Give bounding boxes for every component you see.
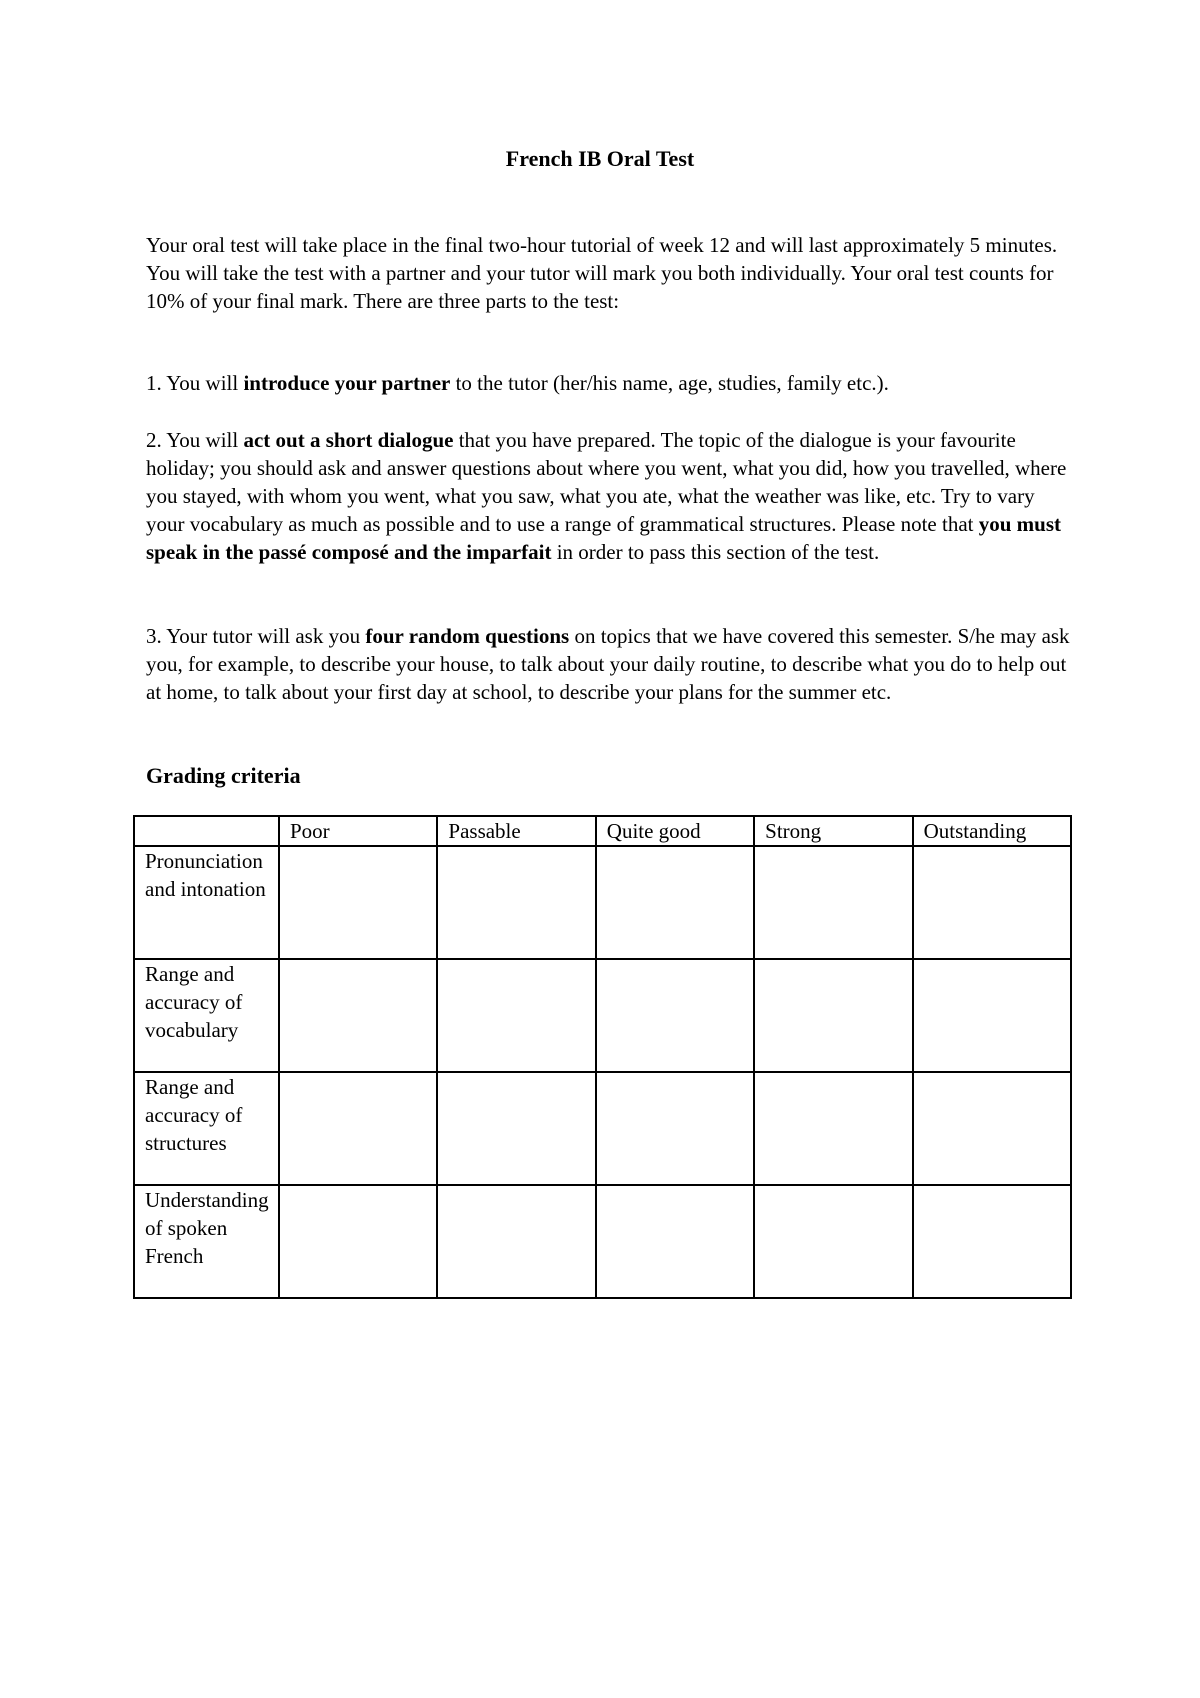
part-2-middle: that you have prepared. The topic of the dialogue is your favourite holiday; you should ask and answer questions about where you went, what you did, how you travelled, where you stayed, with whom you went, what you saw, what you ate, what the weather was like, etc. Try to vary your vocabulary as much as possible and to use a range of grammatical structures. Please note that bbox=[146, 428, 1067, 536]
table-header-cell bbox=[134, 816, 279, 846]
grading-table bbox=[133, 815, 1072, 1299]
intro-paragraph: Your oral test will take place in the final two-hour tutorial of week 12 and will last approximately 5 minutes. You will take the test with a partner and your tutor will mark you both individually. Your oral test counts for 10% of your final mark. There are three parts to the test: bbox=[146, 233, 1058, 313]
table-header-row bbox=[134, 816, 1071, 846]
part-2-paragraph bbox=[146, 426, 1071, 566]
grading-criteria-heading: Grading criteria bbox=[146, 763, 301, 788]
grade-cell bbox=[596, 1185, 754, 1298]
table-header-cell: Outstanding bbox=[913, 816, 1071, 846]
part-3-paragraph bbox=[146, 622, 1071, 706]
criterion-label: Understanding of spoken French bbox=[134, 1185, 279, 1298]
table-header-cell: Quite good bbox=[596, 816, 754, 846]
part-2-suffix: in order to pass this section of the test. bbox=[551, 540, 880, 564]
criterion-label: Pronunciation and intonation bbox=[134, 846, 279, 959]
grade-cell bbox=[913, 959, 1071, 1072]
grade-cell bbox=[913, 1185, 1071, 1298]
part-1-paragraph bbox=[146, 369, 1071, 397]
part-1-prefix: 1. You will bbox=[146, 371, 244, 395]
grade-cell bbox=[596, 1072, 754, 1185]
part-2-emphasis-tenses: you must speak in the passé composé and the imparfait bbox=[146, 512, 1062, 564]
grade-cell bbox=[913, 846, 1071, 959]
table-row bbox=[134, 1185, 1071, 1298]
criterion-label: Range and accuracy of structures bbox=[134, 1072, 279, 1185]
criterion-label: Range and accuracy of vocabulary bbox=[134, 959, 279, 1072]
table-row bbox=[134, 959, 1071, 1072]
grade-cell bbox=[437, 846, 595, 959]
grade-cell bbox=[754, 1185, 912, 1298]
part-3-prefix: 3. Your tutor will ask you bbox=[146, 624, 366, 648]
grade-cell bbox=[596, 846, 754, 959]
part-2-prefix: 2. You will bbox=[146, 428, 244, 452]
grade-cell bbox=[279, 846, 437, 959]
table-header-cell: Poor bbox=[279, 816, 437, 846]
grade-cell bbox=[437, 1185, 595, 1298]
table-header-cell: Strong bbox=[754, 816, 912, 846]
grade-cell bbox=[596, 959, 754, 1072]
table-row bbox=[134, 1072, 1071, 1185]
part-2-emphasis-dialogue: act out a short dialogue bbox=[243, 428, 454, 452]
part-3-emphasis: four random questions bbox=[365, 624, 570, 648]
grade-cell bbox=[279, 1185, 437, 1298]
table-header-cell: Passable bbox=[437, 816, 595, 846]
grade-cell bbox=[279, 959, 437, 1072]
grade-cell bbox=[913, 1072, 1071, 1185]
table-row bbox=[134, 846, 1071, 959]
grade-cell bbox=[437, 1072, 595, 1185]
part-3-suffix: on topics that we have covered this semester. S/he may ask you, for example, to describe your house, to talk about your daily routine, to describe what you do to help out at home, to talk about your first day at school, to describe your plans for the summer etc. bbox=[146, 624, 1070, 704]
grade-cell bbox=[754, 959, 912, 1072]
grade-cell bbox=[437, 959, 595, 1072]
part-1-suffix: to the tutor (her/his name, age, studies, family etc.). bbox=[450, 371, 889, 395]
grade-cell bbox=[754, 846, 912, 959]
page-title: French IB Oral Test bbox=[505, 146, 695, 171]
part-1-emphasis: introduce your partner bbox=[243, 371, 451, 395]
grade-cell bbox=[279, 1072, 437, 1185]
grade-cell bbox=[754, 1072, 912, 1185]
